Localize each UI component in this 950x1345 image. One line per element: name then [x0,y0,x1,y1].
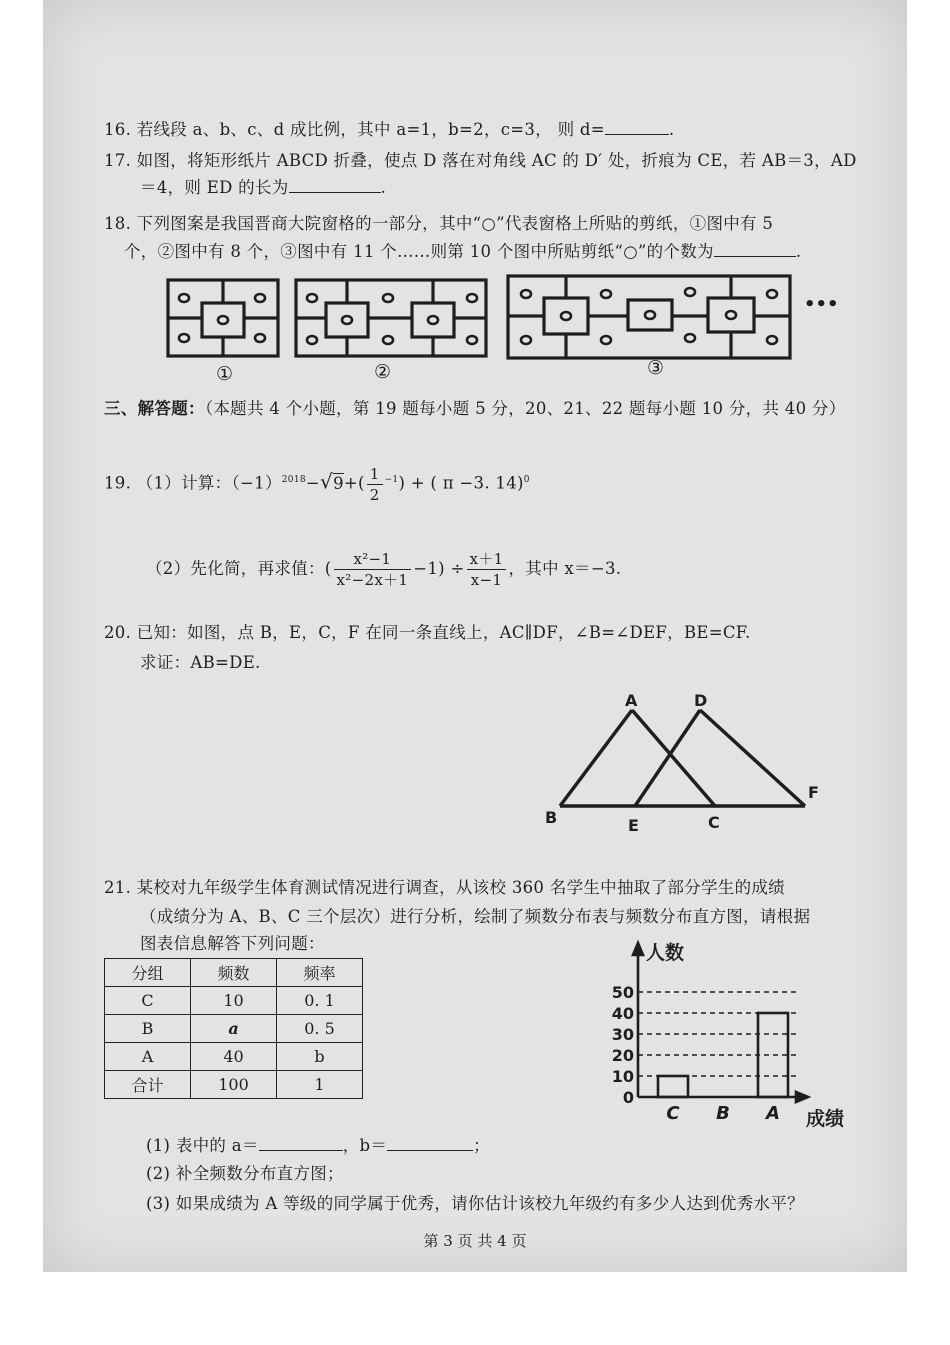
question-18-line2: 个，②图中有 8 个，③图中有 11 个……则第 10 个图中所贴剪纸“○”的个数为 . [124,242,802,261]
answer-blank-b[interactable] [387,1134,473,1151]
frequency-table [104,958,363,1099]
y-tick-label-0: 0 [622,1088,634,1107]
section-3-header: 三、解答题：（本题共 4 个小题，第 19 题每小题 5 分，20、21、22 题每小题 10 分，共 40 分） [104,399,846,418]
figure-label-1: ① [216,363,234,385]
category-label-A: A [766,1103,780,1124]
answer-blank-17[interactable] [289,176,381,193]
point-F: F [808,783,819,802]
question-21-sub1: (1) 表中的 a＝ ，b＝ ； [146,1136,490,1155]
x-axis-arrow-icon [796,1092,808,1102]
fraction-half: $\frac{1}{2}$ [367,464,383,505]
question-21-sub2: (2) 补全频数分布直方图； [146,1164,344,1183]
question-21-line3: 图表信息解答下列问题： [140,934,325,953]
triangle-figure [540,688,830,838]
bar-C [658,1076,688,1097]
lattice-figure-1 [168,280,278,356]
frequency-histogram [600,935,860,1130]
ellipsis: ••• [804,294,839,315]
question-18-line1: 18. 下列图案是我国晋商大院窗格的一部分，其中“○”代表窗格上所贴的剪纸，①图中有 5 [104,214,774,233]
question-21-line1: 21. 某校对九年级学生体育测试情况进行调查，从该校 360 名学生中抽取了部分学生的成绩 [104,878,785,897]
table-header-row: 分组 频数 频率 [105,959,363,987]
category-label-B: B [716,1103,730,1124]
question-19-part2: （2）先化简，再求值：( $\frac{\text{x²−1}}{\text{x²−2x＋1}}$ −1) ÷ $\frac{x+1}{x-1}$ ，其中 x＝−3. [146,550,622,589]
window-lattice-figures [160,270,850,385]
point-B: B [545,808,558,827]
point-A: A [625,691,638,710]
sqrt-icon: √ [320,469,334,494]
answer-blank-a[interactable] [259,1134,343,1151]
fraction-1: $\frac{\text{x²−1}}{\text{x²−2x＋1}}$ [334,549,412,590]
lattice-figure-3 [508,276,790,358]
category-label-C: C [666,1103,680,1124]
question-20-line1: 20. 已知：如图，点 B，E，C，F 在同一条直线上，AC∥DF，∠B=∠DEF，BE=CF. [104,623,751,642]
y-tick-label-50: 50 [611,983,634,1002]
table-row: 合计 100 1 [105,1071,363,1099]
figure-label-3: ③ [647,357,665,379]
x-axis-label: 成绩 [806,1108,845,1130]
y-axis-label: 人数 [646,942,685,964]
question-17-line1: 17. 如图，将矩形纸片 ABCD 折叠，使点 D 落在对角线 AC 的 D′ 处，折痕为 CE，若 AB＝3，AD [104,151,857,170]
point-E: E [628,816,639,835]
figure-label-2: ② [374,361,392,383]
y-tick-label-10: 10 [611,1067,634,1086]
question-21-line2: （成绩分为 A、B、C 三个层次）进行分析，绘制了频数分布表与频数分布直方图，请根据 [140,907,811,926]
question-21-sub3: (3) 如果成绩为 A 等级的同学属于优秀，请你估计该校九年级约有多少人达到优秀水平？ [146,1194,804,1213]
y-axis-arrow-icon [633,943,643,955]
answer-blank-18[interactable] [714,240,796,257]
table-row: A 40 b [105,1043,363,1071]
y-tick-label-20: 20 [611,1046,634,1065]
y-tick-label-30: 30 [611,1025,634,1044]
page-footer: 第 3 页 共 4 页 [423,1232,527,1250]
y-tick-label-40: 40 [611,1004,634,1023]
question-20-line2: 求证：AB=DE. [140,653,261,672]
point-C: C [708,813,720,832]
question-16: 16. 若线段 a、b、c、d 成比例，其中 a=1，b=2，c=3， 则 d= . [104,120,675,139]
table-row: C 10 0. 1 [105,987,363,1015]
question-19-part1: 19. （1）计算：$(-1)^{2018}-√9+$( $\frac{1}{2}$ $^{-1}$) + ( π −3. 14)$^0$ [104,464,530,504]
point-D: D [694,691,708,710]
table-row: B a 0. 5 [105,1015,363,1043]
question-17-line2: ＝4，则 ED 的长为 . [140,178,387,197]
answer-blank-16[interactable] [605,118,669,135]
fraction-2: $\frac{x+1}{x-1}$ [467,549,507,590]
